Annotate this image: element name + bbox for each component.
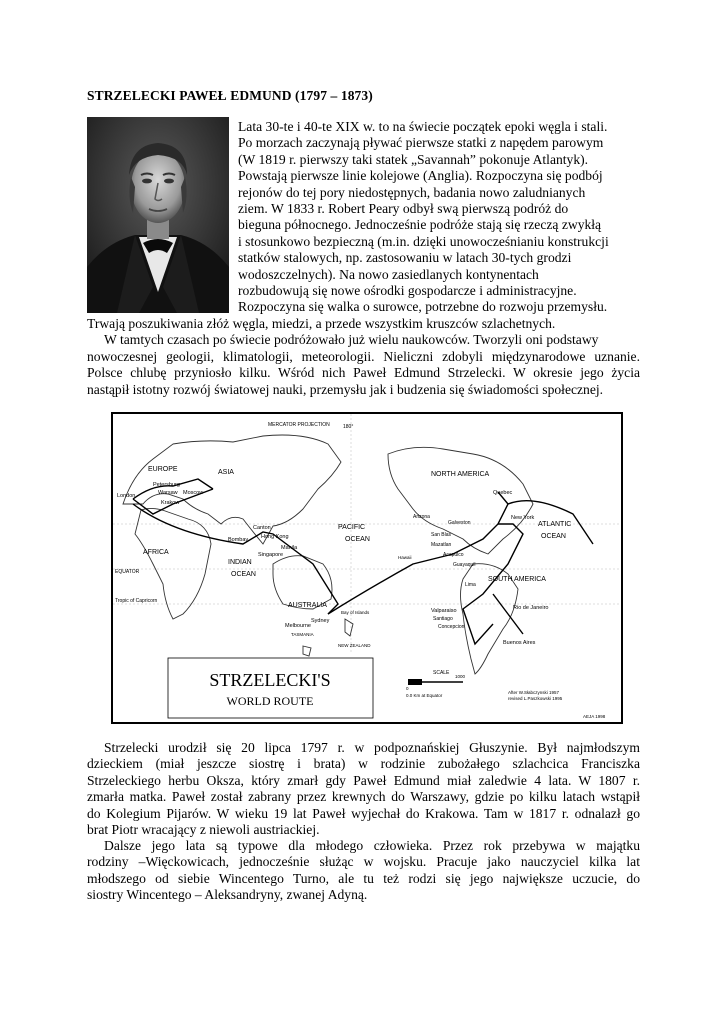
world-route-map	[111, 412, 623, 724]
paragraph-line: nastąpił istotny rozwój światowej nauki, przemysłu jak i budzenia się świadomości społecznej.	[87, 381, 604, 397]
map-label: Hong Kong	[261, 534, 289, 540]
map-label: Quebec	[493, 490, 513, 496]
map-label: New York	[511, 515, 535, 521]
map-label: Rio de Janeiro	[513, 605, 549, 611]
map-label: Krakow	[161, 500, 180, 506]
map-label: Manila	[281, 545, 298, 551]
intro-line: rozbudowują się nowe ośrodki gospodarcze i administracyjne.	[238, 283, 577, 299]
map-scale-value: 1000	[455, 674, 466, 679]
map-label: 180°	[343, 424, 354, 430]
map-scale-label: SCALE	[433, 670, 450, 676]
paragraph-line: do Kolegium Pijarów. W wieku 19 lat Paweł wyjechał do Krakowa. Tam w 1817 r. odnalazł go	[87, 805, 640, 821]
map-label: Moscow	[183, 490, 204, 496]
paragraph-line: Strzelecki urodził się 20 lipca 1797 r. w podpoznańskiej Głuszynie. Był najmłodszym	[104, 740, 640, 755]
map-label: Petersburg	[153, 482, 180, 488]
paragraph-line: rodziny –Więckowicach, jednocześnie służąc w wojsku. Pracuje jako nauczyciel kilka lat	[87, 854, 640, 870]
map-label: Melbourne	[285, 623, 311, 629]
paragraph-3	[87, 838, 640, 904]
map-label: AUSTRALIA	[288, 602, 327, 609]
intro-line: rejonów do tej pory niedostępnych, badania nowo zaludnianych	[238, 184, 586, 200]
paragraph-line: Trwają poszukiwania złóż węgla, miedzi, a przede wszystkim kruszców szlachetnych.	[87, 316, 556, 331]
map-title-line-2: WORLD ROUTE	[226, 694, 314, 708]
map-label: OCEAN	[345, 536, 370, 543]
intro-line: (W 1819 r. pierwszy taki statek „Savannah” pokonuje Atlantyk).	[238, 151, 589, 167]
map-label: San Blas	[431, 532, 452, 538]
map-label: Mazatlan	[431, 542, 452, 548]
portrait-photo	[87, 117, 229, 313]
route-lines	[133, 479, 593, 644]
paragraph-line: zmarła matka. Paweł został zabrany przez krewnych do Warszawy, gdzie po kilku latach wstąpił	[87, 789, 640, 805]
paragraph-line: dzieckiem (miał jeszcze siostrę i brata) w rodzinie zubożałego szlachcica Franciszka	[87, 756, 640, 772]
map-title-line-1: STRZELECKI'S	[209, 670, 331, 690]
map-label: Concepcion	[438, 624, 465, 630]
map-label: Warsaw	[158, 490, 178, 496]
map-credit-line: revised L.Paszkowski 1995	[508, 696, 563, 701]
map-label: Buenos Aires	[503, 640, 536, 646]
portrait-illustration	[87, 117, 229, 313]
map-label: PACIFIC	[338, 524, 366, 531]
world-route-map-svg	[113, 414, 621, 722]
map-label: NEW ZEALAND	[338, 643, 371, 648]
paragraph-line: Polsce chlubę przyniosło kilku. Wśród nich Paweł Edmund Strzelecki. W okresie jego życia	[87, 365, 640, 381]
intro-line: ziem. W 1833 r. Robert Peary odbył swą pierwszą podróż do	[238, 201, 569, 217]
map-label: Bombay	[228, 537, 249, 543]
map-label: Tropic of Capricorn	[115, 598, 158, 604]
map-label: Sydney	[311, 618, 330, 624]
intro-line: wodoszczelnych). Na nowo zasiedlanych kontynentach	[238, 266, 539, 282]
map-corner-mark: AEJA 1998	[583, 714, 606, 719]
map-scale	[406, 670, 466, 698]
paragraph-line: Dalsze jego lata są typowe dla młodego człowieka. Przez rok przebywa w majątku	[104, 838, 640, 853]
map-label: Guayaquil	[453, 562, 476, 568]
map-label: OCEAN	[541, 533, 566, 540]
map-scale-caption: 0.0 Km at Equator	[406, 693, 443, 698]
intro-line: Rozpoczyna się walka o surowce, potrzebne do rozwoju przemysłu.	[238, 299, 608, 315]
map-label: Valparaiso	[431, 608, 457, 614]
paragraph-line: W tamtych czasach po świecie podróżowało już wielu naukowców. Tworzyli oni podstawy	[104, 332, 599, 348]
map-label: NORTH AMERICA	[431, 471, 490, 478]
map-label: ASIA	[218, 469, 234, 476]
map-label: SOUTH AMERICA	[488, 576, 546, 583]
intro-line: Po morzach zaczynają pływać pierwsze statki z napędem parowym	[238, 135, 604, 151]
map-label: AFRICA	[143, 549, 169, 556]
map-label: TASMANIA	[291, 632, 314, 637]
intro-line: i stosunkowo bezpieczną (m.in. dzięki unowocześnianiu konstrukcji	[238, 233, 609, 249]
map-credits	[508, 690, 606, 719]
paragraph-line: nowoczesnej geologii, klimatologii, meteorologii. Nieliczni zdobyli międzynarodowe uznanie.	[87, 348, 640, 364]
intro-line: bieguna północnego. Jednocześnie podróże stają się rzeczą zwykłą	[238, 217, 602, 233]
paragraph-line: brat Piotr wracający z niewoli austriackiej.	[87, 822, 320, 838]
map-label: Bay of Islands	[341, 610, 370, 615]
map-label: Singapore	[258, 552, 284, 558]
map-label: Galveston	[448, 520, 471, 526]
map-scale-value: 0	[406, 686, 409, 691]
paragraph-line: młodszego od siebie Wincentego Turno, ale tu też rodzi się jego największe uczucie, do	[87, 870, 640, 886]
map-credit-line: After W.Słabczynski 1957	[508, 690, 560, 695]
map-label: Canton	[253, 525, 271, 531]
map-label: Lima	[465, 582, 476, 588]
intro-line: statków stalowych, np. zastosowaniu w latach 30-tych grodzi	[238, 250, 572, 266]
intro-line: Powstają pierwsze linie kolejowe (Anglia). Rozpoczyna się podbój	[238, 168, 603, 184]
map-label: MERCATOR PROJECTION	[268, 422, 330, 428]
map-label: ATLANTIC	[538, 521, 572, 528]
intro-line: Lata 30-te i 40-te XIX w. to na świecie początek epoki węgla i stali.	[238, 119, 608, 134]
map-label: London	[117, 493, 136, 499]
map-label: INDIAN	[228, 559, 252, 566]
paragraph-2	[87, 740, 640, 838]
paragraph-1	[87, 316, 640, 398]
map-label: Acapulco	[443, 552, 464, 558]
intro-text	[238, 119, 658, 316]
map-title-box	[168, 658, 373, 718]
map-label: EUROPE	[148, 466, 178, 473]
map-label: Hawaii	[398, 555, 412, 560]
map-label: OCEAN	[231, 571, 256, 578]
paragraph-line: Strzeleckiego herbu Oksza, który zmarł gdy Paweł Edmund miał zaledwie 4 lata. W 1807 r.	[87, 772, 640, 788]
map-label: Arizona	[413, 514, 430, 520]
map-label: EQUATOR	[115, 569, 140, 575]
document-title: STRZELECKI PAWEŁ EDMUND (1797 – 1873)	[87, 88, 373, 103]
map-label: Santiago	[433, 616, 453, 622]
paragraph-line: siostry Wincentego – Aleksandryny, zwanej Adyną.	[87, 887, 368, 903]
